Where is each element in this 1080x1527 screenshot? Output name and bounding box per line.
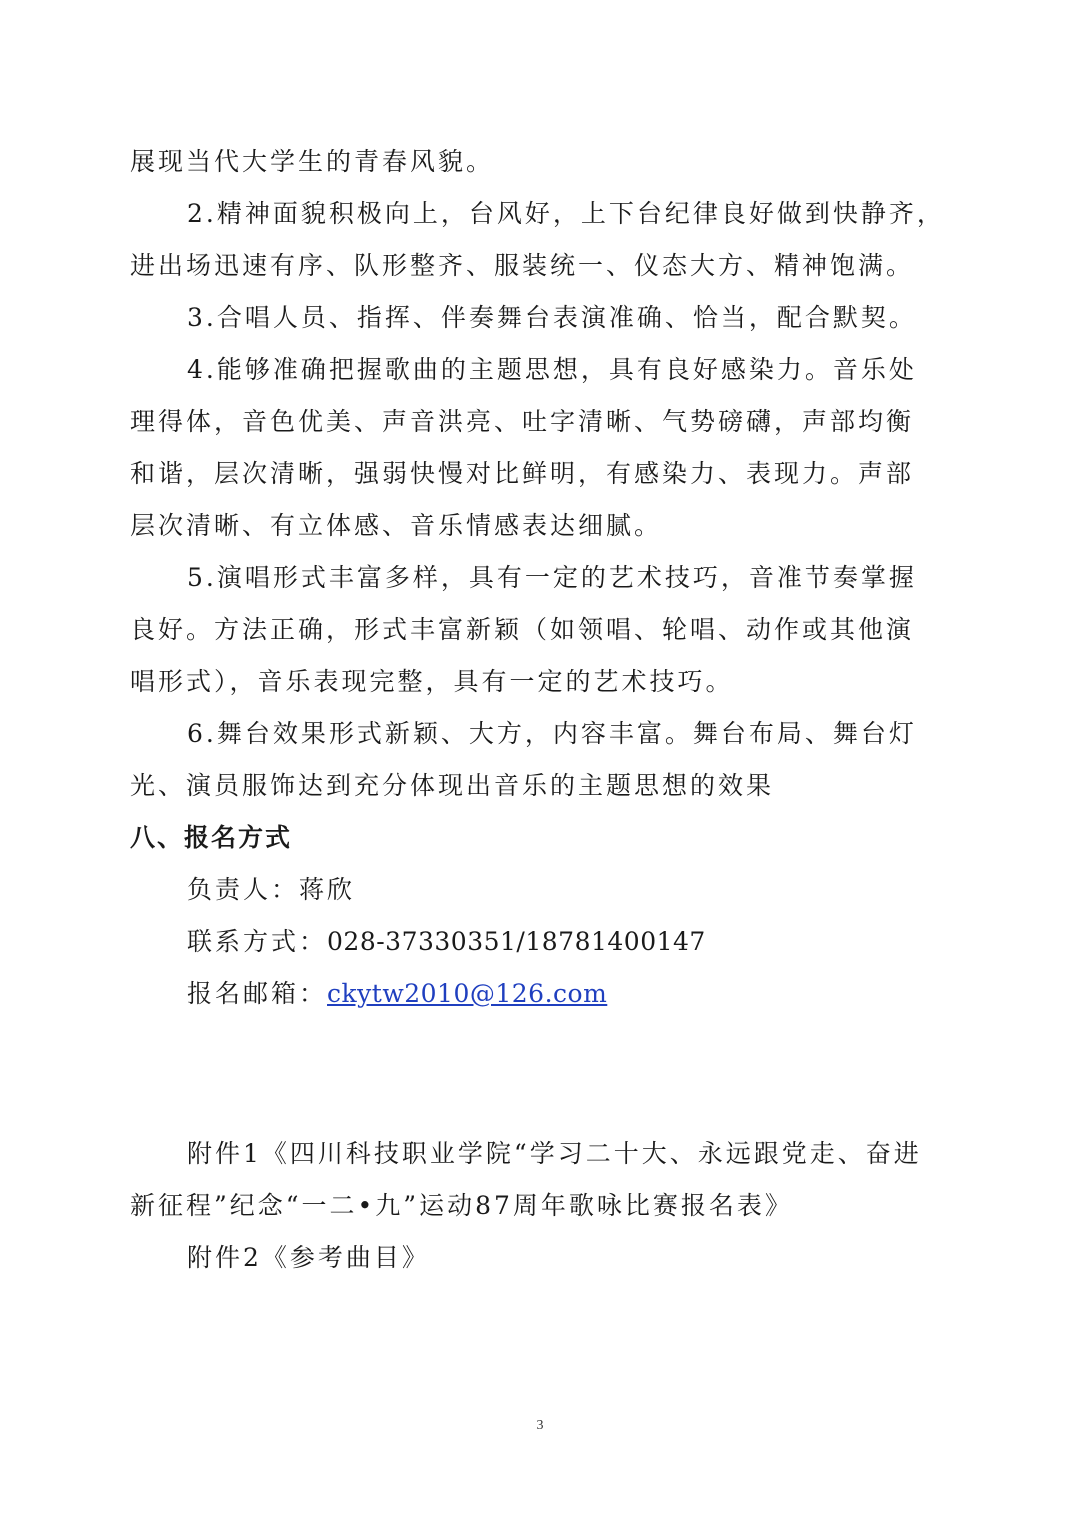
- contact-person: 负责人：蒋欣: [187, 875, 356, 904]
- phone-value: 028-37330351/18781400147: [327, 927, 706, 956]
- contact-phone-line: [187, 916, 1027, 968]
- criterion-5-line-3: 唱形式），音乐表现完整，具有一定的艺术技巧。: [130, 667, 734, 696]
- criterion-5-line-2: 良好。方法正确，形式丰富新颖（如领唱、轮唱、动作或其他演: [130, 615, 915, 644]
- criterion-2-line-1: 2.精神面貌积极向上，台风好，上下台纪律良好做到快静齐，: [187, 199, 945, 228]
- attachment-1-line-2: 新征程”纪念“一二•九”运动87周年歌咏比赛报名表》: [130, 1191, 793, 1220]
- criterion-4-line-3: 和谐，层次清晰，强弱快慢对比鲜明，有感染力、表现力。声部: [130, 459, 915, 488]
- attachment-1-line-1: 附件1《四川科技职业学院“学习二十大、永远跟党走、奋进: [187, 1139, 922, 1168]
- criterion-2-line-2: 进出场迅速有序、队形整齐、服装统一、仪态大方、精神饱满。: [130, 251, 915, 280]
- criterion-3-line: 3.合唱人员、指挥、伴奏舞台表演准确、恰当，配合默契。: [187, 303, 917, 332]
- criterion-5-line-1: 5.演唱形式丰富多样，具有一定的艺术技巧，音准节奏掌握: [187, 563, 917, 592]
- criterion-4-line-2: 理得体，音色优美、声音洪亮、吐字清晰、气势磅礴，声部均衡: [130, 407, 915, 436]
- phone-label: 联系方式：: [187, 927, 328, 956]
- criterion-6-line-2: 光、演员服饰达到充分体现出音乐的主题思想的效果: [130, 771, 775, 800]
- criterion-4-line-4: 层次清晰、有立体感、音乐情感表达细腻。: [130, 511, 663, 540]
- registration-email-line: [187, 968, 1027, 1020]
- criterion-4-line-1: 4.能够准确把握歌曲的主题思想，具有良好感染力。音乐处: [187, 355, 917, 384]
- attachment-2: 附件2《参考曲目》: [187, 1243, 430, 1272]
- criterion-6-line-1: 6.舞台效果形式新颖、大方，内容丰富。舞台布局、舞台灯: [187, 719, 917, 748]
- email-link[interactable]: ckytw2010@126.com: [327, 979, 608, 1008]
- page-number: 3: [536, 1418, 544, 1433]
- email-label: 报名邮箱：: [187, 979, 328, 1008]
- section-heading-registration: 八、报名方式: [130, 823, 293, 852]
- paragraph-line: 展现当代大学生的青春风貌。: [130, 147, 495, 176]
